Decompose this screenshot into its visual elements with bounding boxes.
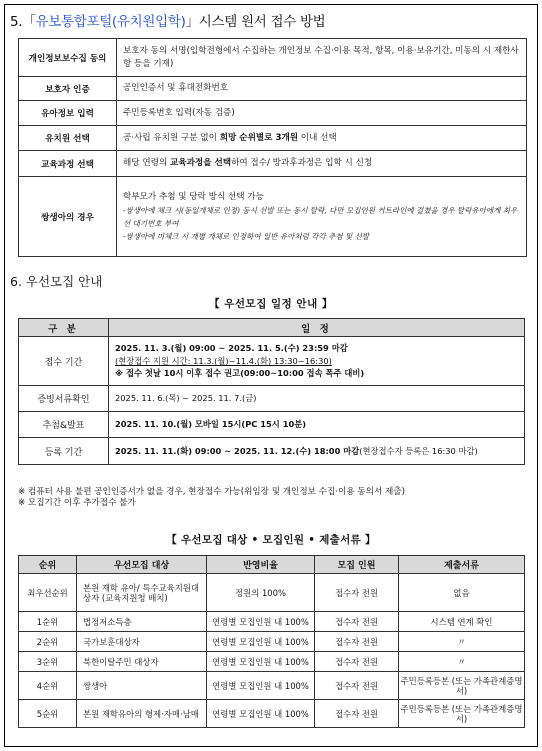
- table-cell: 증빙서류확인: [19, 386, 109, 412]
- table-row: [19, 386, 525, 412]
- table-row: [19, 39, 527, 77]
- section6-title: 6. 우선모집 안내: [10, 274, 103, 289]
- table-header-row: 구 분 일 정: [19, 319, 525, 337]
- table-cell: 최우선순위: [19, 574, 77, 612]
- table-cell: 연령별 모집인원 내 100%: [207, 652, 315, 672]
- table-cell: 2순위: [19, 632, 77, 652]
- table-header-row: 순위 우선모집 대상 반영비율 모집 인원 제출서류: [19, 556, 525, 574]
- table-cell: 접수자 전원: [315, 632, 399, 652]
- table-row: [19, 700, 525, 728]
- table-cell: 〃: [399, 652, 525, 672]
- table-cell: 5순위: [19, 700, 77, 728]
- table-cell: 등록 기간: [19, 438, 109, 465]
- schedule-caption: 【 우선모집 일정 안내 】: [209, 298, 333, 310]
- table-cell: 연령별 모집인원 내 100%: [207, 632, 315, 652]
- table-cell: 쌍생아: [77, 672, 207, 700]
- table-row: [19, 672, 525, 700]
- table-cell: 4순위: [19, 672, 77, 700]
- table-cell: 2025. 11. 3.(월) 09:00 ~ 2025. 11. 5.(수) 23:59 마감 (현장접수 지원 시간: 11.3.(월)~11.4.(화) 13:30~16:30) ※ 접수 첫날 10시 이후 접수 권고(09:00~10:00 접속 폭주 대비): [109, 337, 525, 386]
- table-row: [19, 632, 525, 652]
- priority-targets-table: [18, 555, 525, 728]
- table-cell: 개인정보보수집 동의: [19, 39, 117, 77]
- table-cell: 연령별 모집인원 내 100%: [207, 672, 315, 700]
- table-row: [19, 438, 525, 465]
- table-row: [19, 101, 527, 126]
- table-row: [19, 126, 527, 151]
- table-cell: 공·사립 유치원 구분 없이 희망 순위별로 3개원 이내 선택: [117, 126, 527, 151]
- table-cell: 북한이탈주민 대상자: [77, 652, 207, 672]
- table-cell: 없음: [399, 574, 525, 612]
- table-cell: 접수자 전원: [315, 652, 399, 672]
- table-cell: 해당 연령의 교육과정을 선택하여 접수/ 방과후과정은 입학 시 신청: [117, 151, 527, 177]
- table-cell: 유아정보 입력: [19, 101, 117, 126]
- application-method-table: [18, 38, 527, 257]
- table-cell: 법정저소득층: [77, 612, 207, 632]
- table-cell: 쌍생아의 경우: [19, 177, 117, 257]
- table-cell: 추첨&발표: [19, 412, 109, 438]
- table-cell: 접수 기간: [19, 337, 109, 386]
- table-cell: 국가보훈대상자: [77, 632, 207, 652]
- table-cell: 주민등록번호 입력(자동 검증): [117, 101, 527, 126]
- table-row: [19, 77, 527, 101]
- table-cell: 공인인증서 및 휴대전화번호: [117, 77, 527, 101]
- table-cell: 본원 재학 유아/ 특수교육지원대상자 (교육지원청 배치): [77, 574, 207, 612]
- table-cell: 주민등록등본 (또는 가족관계증명서): [399, 700, 525, 728]
- table-row: [19, 574, 525, 612]
- table-row: [19, 177, 527, 257]
- table-cell: 〃: [399, 632, 525, 652]
- table-cell: 2025. 11. 11.(화) 09:00 ~ 2025. 11. 12.(수) 18:00 마감(현장접수자 등록은 16:30 마감): [109, 438, 525, 465]
- table-row: [19, 151, 527, 177]
- table-cell: 보호자 동의 서명(입학전형에서 수집하는 개인정보 수집·이용 목적, 항목, 이용·보유기간, 미동의 시 제한사항 등을 기재): [117, 39, 527, 77]
- table-cell: 연령별 모집인원 내 100%: [207, 612, 315, 632]
- table-cell: 2025. 11. 6.(목) ~ 2025. 11. 7.(금): [109, 386, 525, 412]
- table-cell: 시스템 연계 확인: [399, 612, 525, 632]
- portal-name: 유보통합포털(유치원입학): [35, 14, 186, 30]
- table-cell: 1순위: [19, 612, 77, 632]
- table-cell: 3순위: [19, 652, 77, 672]
- table-row: [19, 652, 525, 672]
- table-row: [19, 612, 525, 632]
- table-cell: 정원의 100%: [207, 574, 315, 612]
- table-cell: 접수자 전원: [315, 672, 399, 700]
- table-row: [19, 337, 525, 386]
- section5-title: 5.「유보통합포털(유치원입학)」시스템 원서 접수 방법: [10, 14, 326, 30]
- table-cell: 본원 재학유아의 형제·자매·남매: [77, 700, 207, 728]
- table-cell: 연령별 모집인원 내 100%: [207, 700, 315, 728]
- table-row: [19, 412, 525, 438]
- table-cell: 학부모가 추첨 및 당락 방식 선택 가능 -쌍생아에 체크 시(동일개체로 인정) 동시 선발 또는 동시 탈락, 다만 모집인원 커트라인에 걸쳤을 경우 탈락유아에게 최우선 대기번호 부여 -쌍생아에 미체크 시 개별 개체로 인정하여 일반 유아처럼 각각 추첨 및 선발: [117, 177, 527, 257]
- table-cell: 접수자 전원: [315, 700, 399, 728]
- schedule-table: [18, 318, 525, 465]
- table-cell: 주민등록등본 (또는 가족관계증명서): [399, 672, 525, 700]
- table-cell: 교육과정 선택: [19, 151, 117, 177]
- table-cell: 접수자 전원: [315, 574, 399, 612]
- targets-caption: 【 우선모집 대상 • 모집인원 • 제출서류 】: [166, 534, 376, 546]
- schedule-notes: ※ 컴퓨터 사용 불편 공인인증서가 없을 경우, 현장접수 가능(위임장 및 개인정보 수집·이용 동의서 제출) ※ 모집기간 이후 추가접수 불가: [18, 487, 405, 508]
- table-cell: 2025. 11. 10.(월) 모바일 15시(PC 15시 10분): [109, 412, 525, 438]
- table-cell: 유치원 선택: [19, 126, 117, 151]
- table-cell: 접수자 전원: [315, 612, 399, 632]
- table-cell: 보호자 인증: [19, 77, 117, 101]
